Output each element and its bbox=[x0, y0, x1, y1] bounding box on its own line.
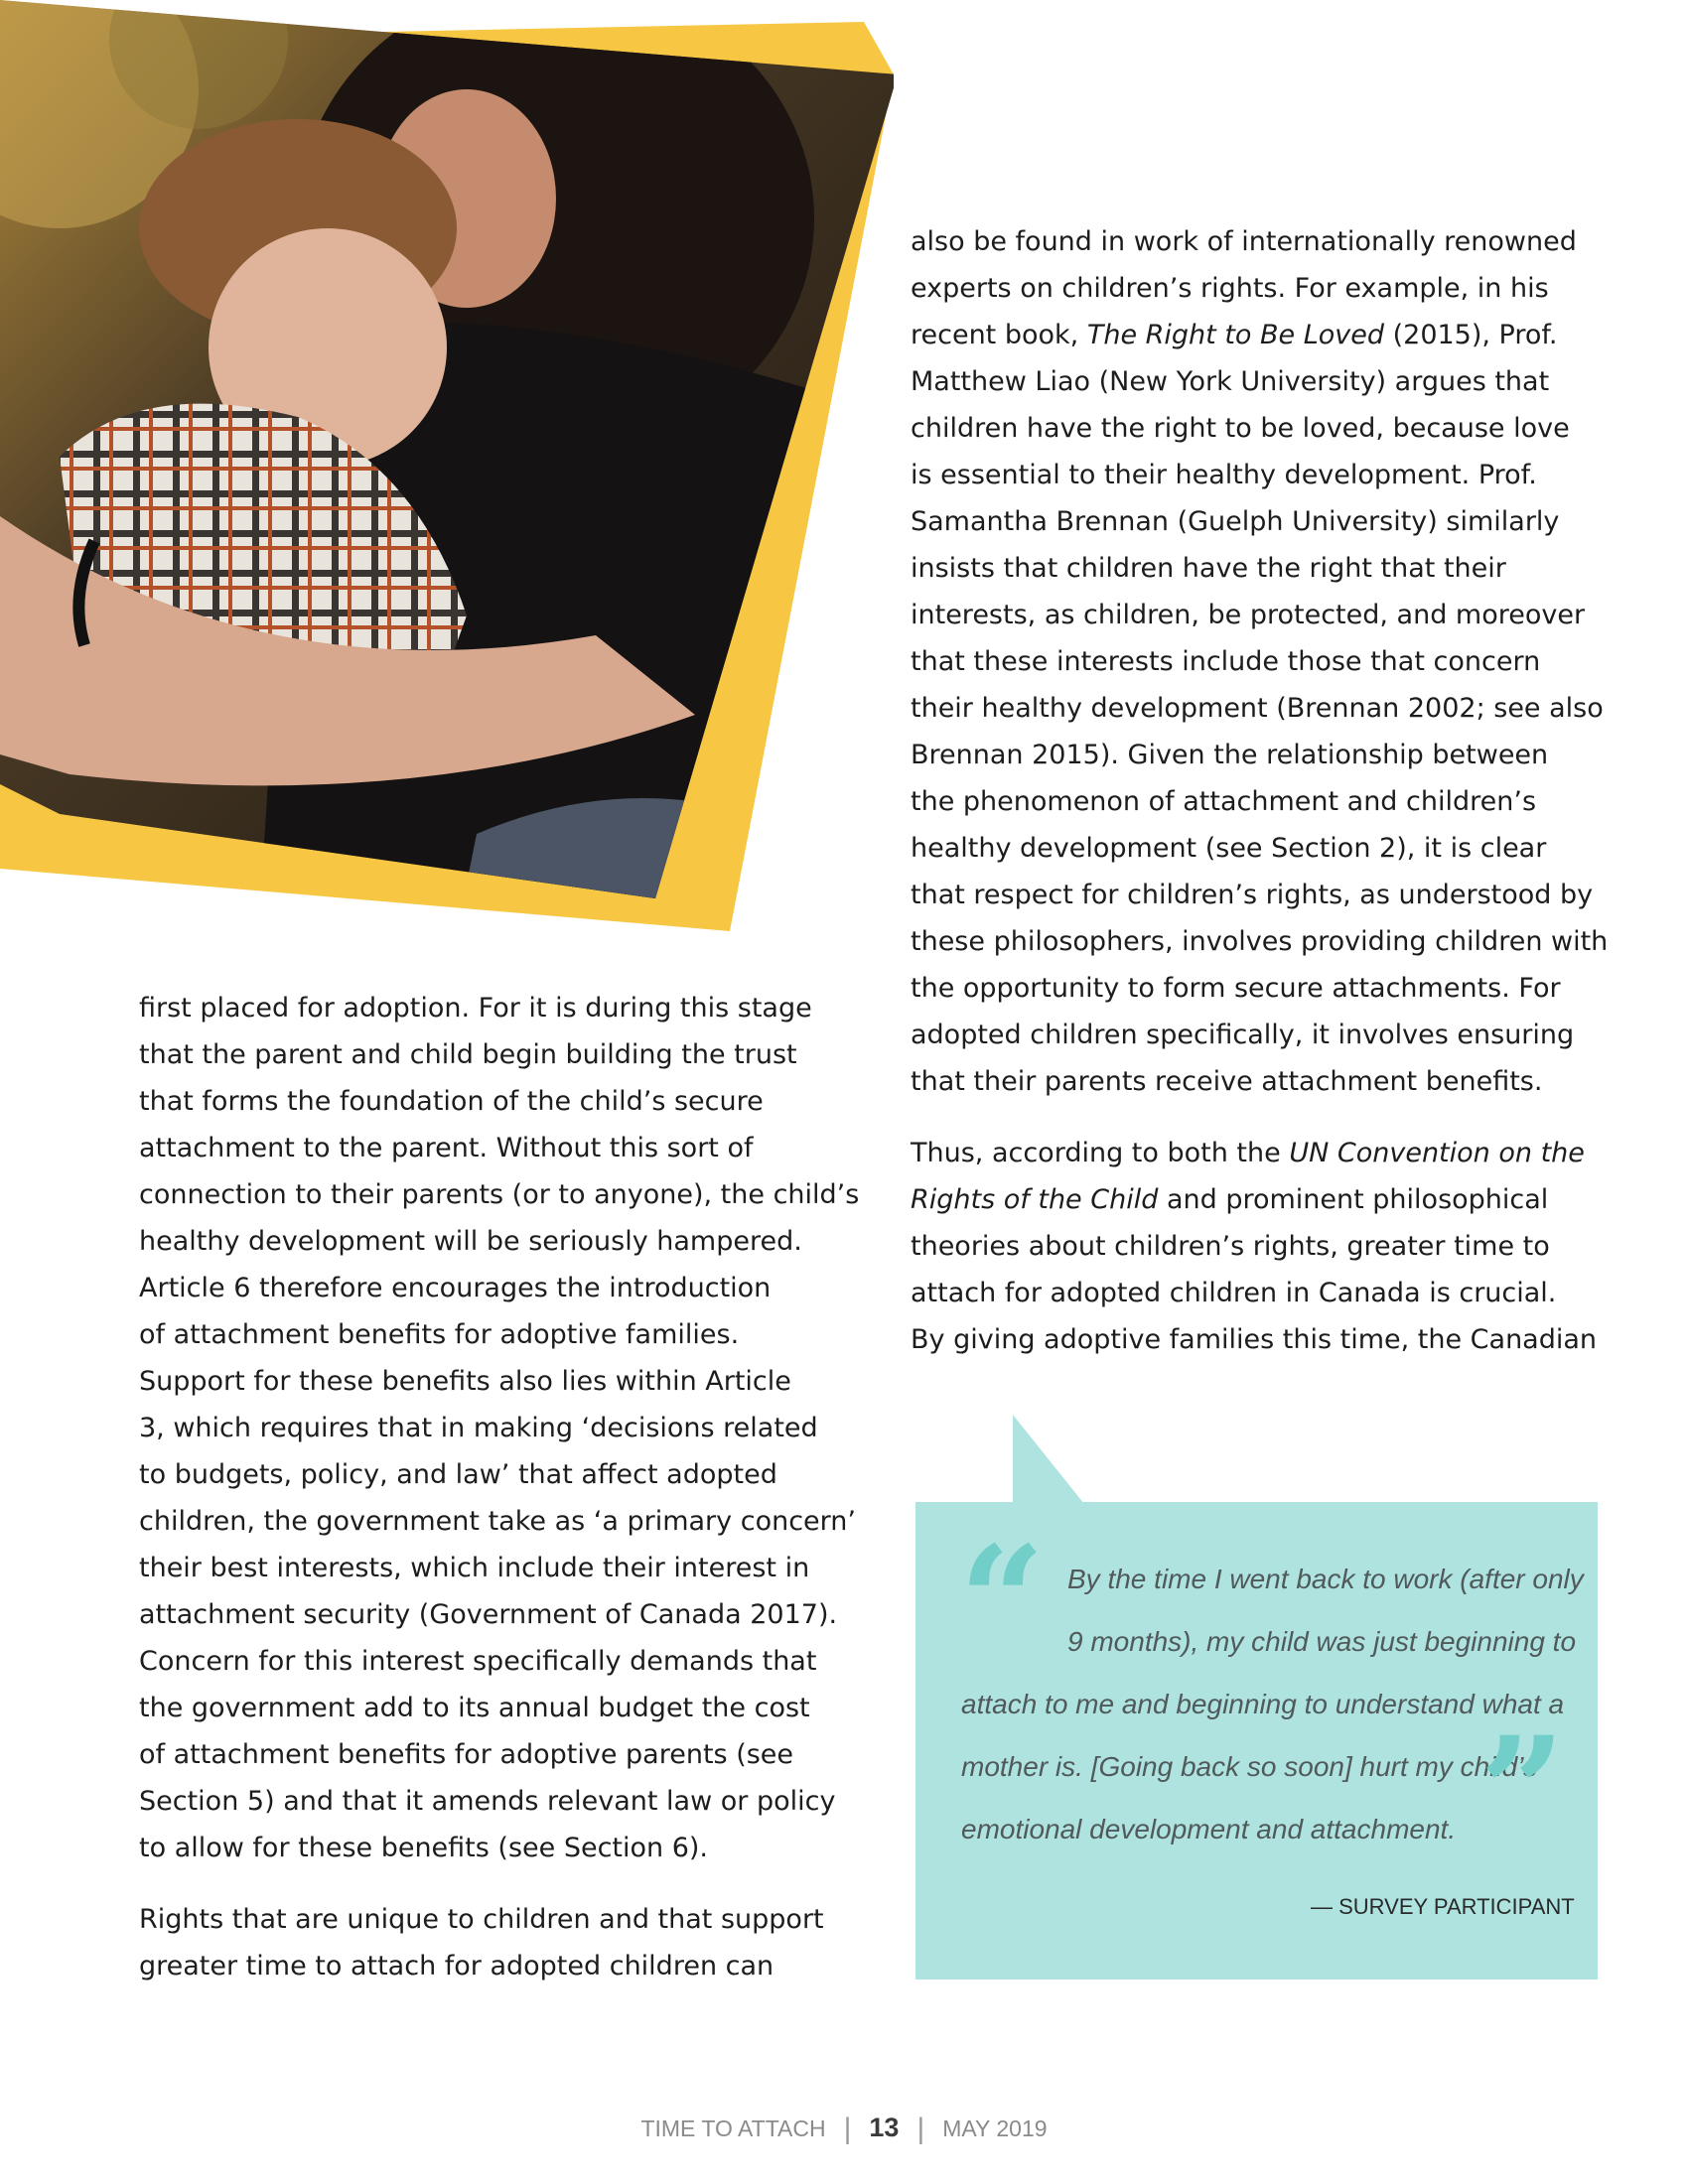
left-paragraph-2 bbox=[139, 1896, 834, 1989]
quote-line: mother is. [Going back so soon] hurt my child’s bbox=[961, 1751, 1537, 1782]
text-line: children, the government take as ‘a primary concern’ bbox=[139, 1506, 856, 1537]
text-line: to allow for these benefits (see Section 6). bbox=[139, 1833, 709, 1863]
text-line: of attachment benefits for adoptive families. bbox=[139, 1319, 740, 1350]
text-line: the government add to its annual budget the cost bbox=[139, 1693, 810, 1723]
text-line: their best interests, which include their interest in bbox=[139, 1553, 810, 1583]
right-paragraph-1 bbox=[911, 218, 1609, 1105]
text-line: that their parents receive attachment benefits. bbox=[911, 1066, 1543, 1097]
text-line: Matthew Liao (New York University) argues that bbox=[911, 366, 1550, 397]
quote-line: attach to me and beginning to understand what a bbox=[961, 1689, 1565, 1719]
quote-line: 9 months), my child was just beginning to bbox=[1067, 1626, 1577, 1657]
text-line: theories about children’s rights, greater time to bbox=[911, 1231, 1550, 1262]
text-line: Brennan 2015). Given the relationship between bbox=[911, 740, 1549, 770]
text-line: that these interests include those that concern bbox=[911, 646, 1541, 677]
text-line: By giving adoptive families this time, the Canadian bbox=[911, 1324, 1598, 1355]
page-number: 13 bbox=[869, 2113, 900, 2142]
close-quote-icon: ” bbox=[1479, 1705, 1566, 1879]
book-title: The Right to Be Loved bbox=[1086, 320, 1385, 350]
text-line: attachment security (Government of Canada 2017). bbox=[139, 1599, 838, 1630]
text-line: healthy development (see Section 2), it is clear bbox=[911, 833, 1547, 864]
footer-title: TIME TO ATTACH bbox=[640, 2116, 826, 2141]
text-line: experts on children’s rights. For example, in his bbox=[911, 273, 1549, 304]
text-line: interests, as children, be protected, and moreover bbox=[911, 600, 1586, 630]
text-line: the phenomenon of attachment and children’s bbox=[911, 786, 1537, 817]
text-line: their healthy development (Brennan 2002; see also bbox=[911, 693, 1604, 724]
text-line: Section 5) and that it amends relevant law or policy bbox=[139, 1786, 836, 1817]
text-line: that forms the foundation of the child’s secure bbox=[139, 1086, 764, 1117]
quote-line: By the time I went back to work (after only bbox=[1067, 1564, 1584, 1594]
text-line: first placed for adoption. For it is during this stage bbox=[139, 993, 812, 1024]
text-line: Thus, according to both the UN Convention on the bbox=[911, 1138, 1585, 1168]
right-paragraph-2 bbox=[911, 1130, 1606, 1363]
text-line: is essential to their healthy development. Prof. bbox=[911, 460, 1537, 490]
text-line: healthy development will be seriously hampered. bbox=[139, 1226, 802, 1257]
footer-separator: | bbox=[916, 2113, 925, 2145]
text-line: children have the right to be loved, because love bbox=[911, 413, 1570, 444]
text-line: of attachment benefits for adoptive parents (see bbox=[139, 1739, 794, 1770]
text-line: insists that children have the right that their bbox=[911, 553, 1506, 584]
text-line: greater time to attach for adopted children can bbox=[139, 1951, 774, 1981]
text-line: Rights of the Child and prominent philosophical bbox=[911, 1184, 1549, 1215]
left-column bbox=[139, 985, 860, 1989]
convention-title: UN Convention on the bbox=[1289, 1138, 1585, 1168]
text-line: also be found in work of internationally renowned bbox=[911, 226, 1577, 257]
convention-title-cont: Rights of the Child bbox=[911, 1184, 1159, 1215]
text-line: recent book, The Right to Be Loved (2015), Prof. bbox=[911, 320, 1558, 350]
text-line: attach for adopted children in Canada is crucial. bbox=[911, 1278, 1557, 1308]
speech-bubble-tail bbox=[1013, 1415, 1112, 1504]
footer-date: MAY 2019 bbox=[942, 2116, 1048, 2141]
hero-photo bbox=[0, 0, 894, 933]
right-column bbox=[911, 218, 1609, 1363]
text-line: these philosophers, involves providing children with bbox=[911, 926, 1609, 957]
text-line: 3, which requires that in making ‘decisions related bbox=[139, 1413, 818, 1443]
text-line: adopted children specifically, it involves ensuring bbox=[911, 1020, 1575, 1050]
text-line: the opportunity to form secure attachments. For bbox=[911, 973, 1561, 1004]
footer-separator: | bbox=[843, 2113, 852, 2145]
text-line: connection to their parents (or to anyone), the child’s bbox=[139, 1179, 860, 1210]
text-line: that the parent and child begin building the trust bbox=[139, 1039, 797, 1070]
text-line: attachment to the parent. Without this sort of bbox=[139, 1133, 754, 1163]
text-line: Support for these benefits also lies within Article bbox=[139, 1366, 791, 1397]
text-line: that respect for children’s rights, as understood by bbox=[911, 880, 1594, 910]
text-line: Article 6 therefore encourages the introduction bbox=[139, 1273, 772, 1303]
text-line: Concern for this interest specifically demands that bbox=[139, 1646, 817, 1677]
left-paragraph-1 bbox=[139, 985, 860, 1871]
open-quote-icon: “ bbox=[959, 1514, 1046, 1689]
page-footer bbox=[0, 2113, 1688, 2146]
text-line: Rights that are unique to children and that support bbox=[139, 1904, 824, 1935]
text-line: to budgets, policy, and law’ that affect adopted bbox=[139, 1459, 777, 1490]
text-line: Samantha Brennan (Guelph University) similarly bbox=[911, 506, 1560, 537]
quote-line: emotional development and attachment. bbox=[961, 1814, 1457, 1844]
quote-attribution: — SURVEY PARTICIPANT bbox=[1311, 1894, 1575, 1919]
